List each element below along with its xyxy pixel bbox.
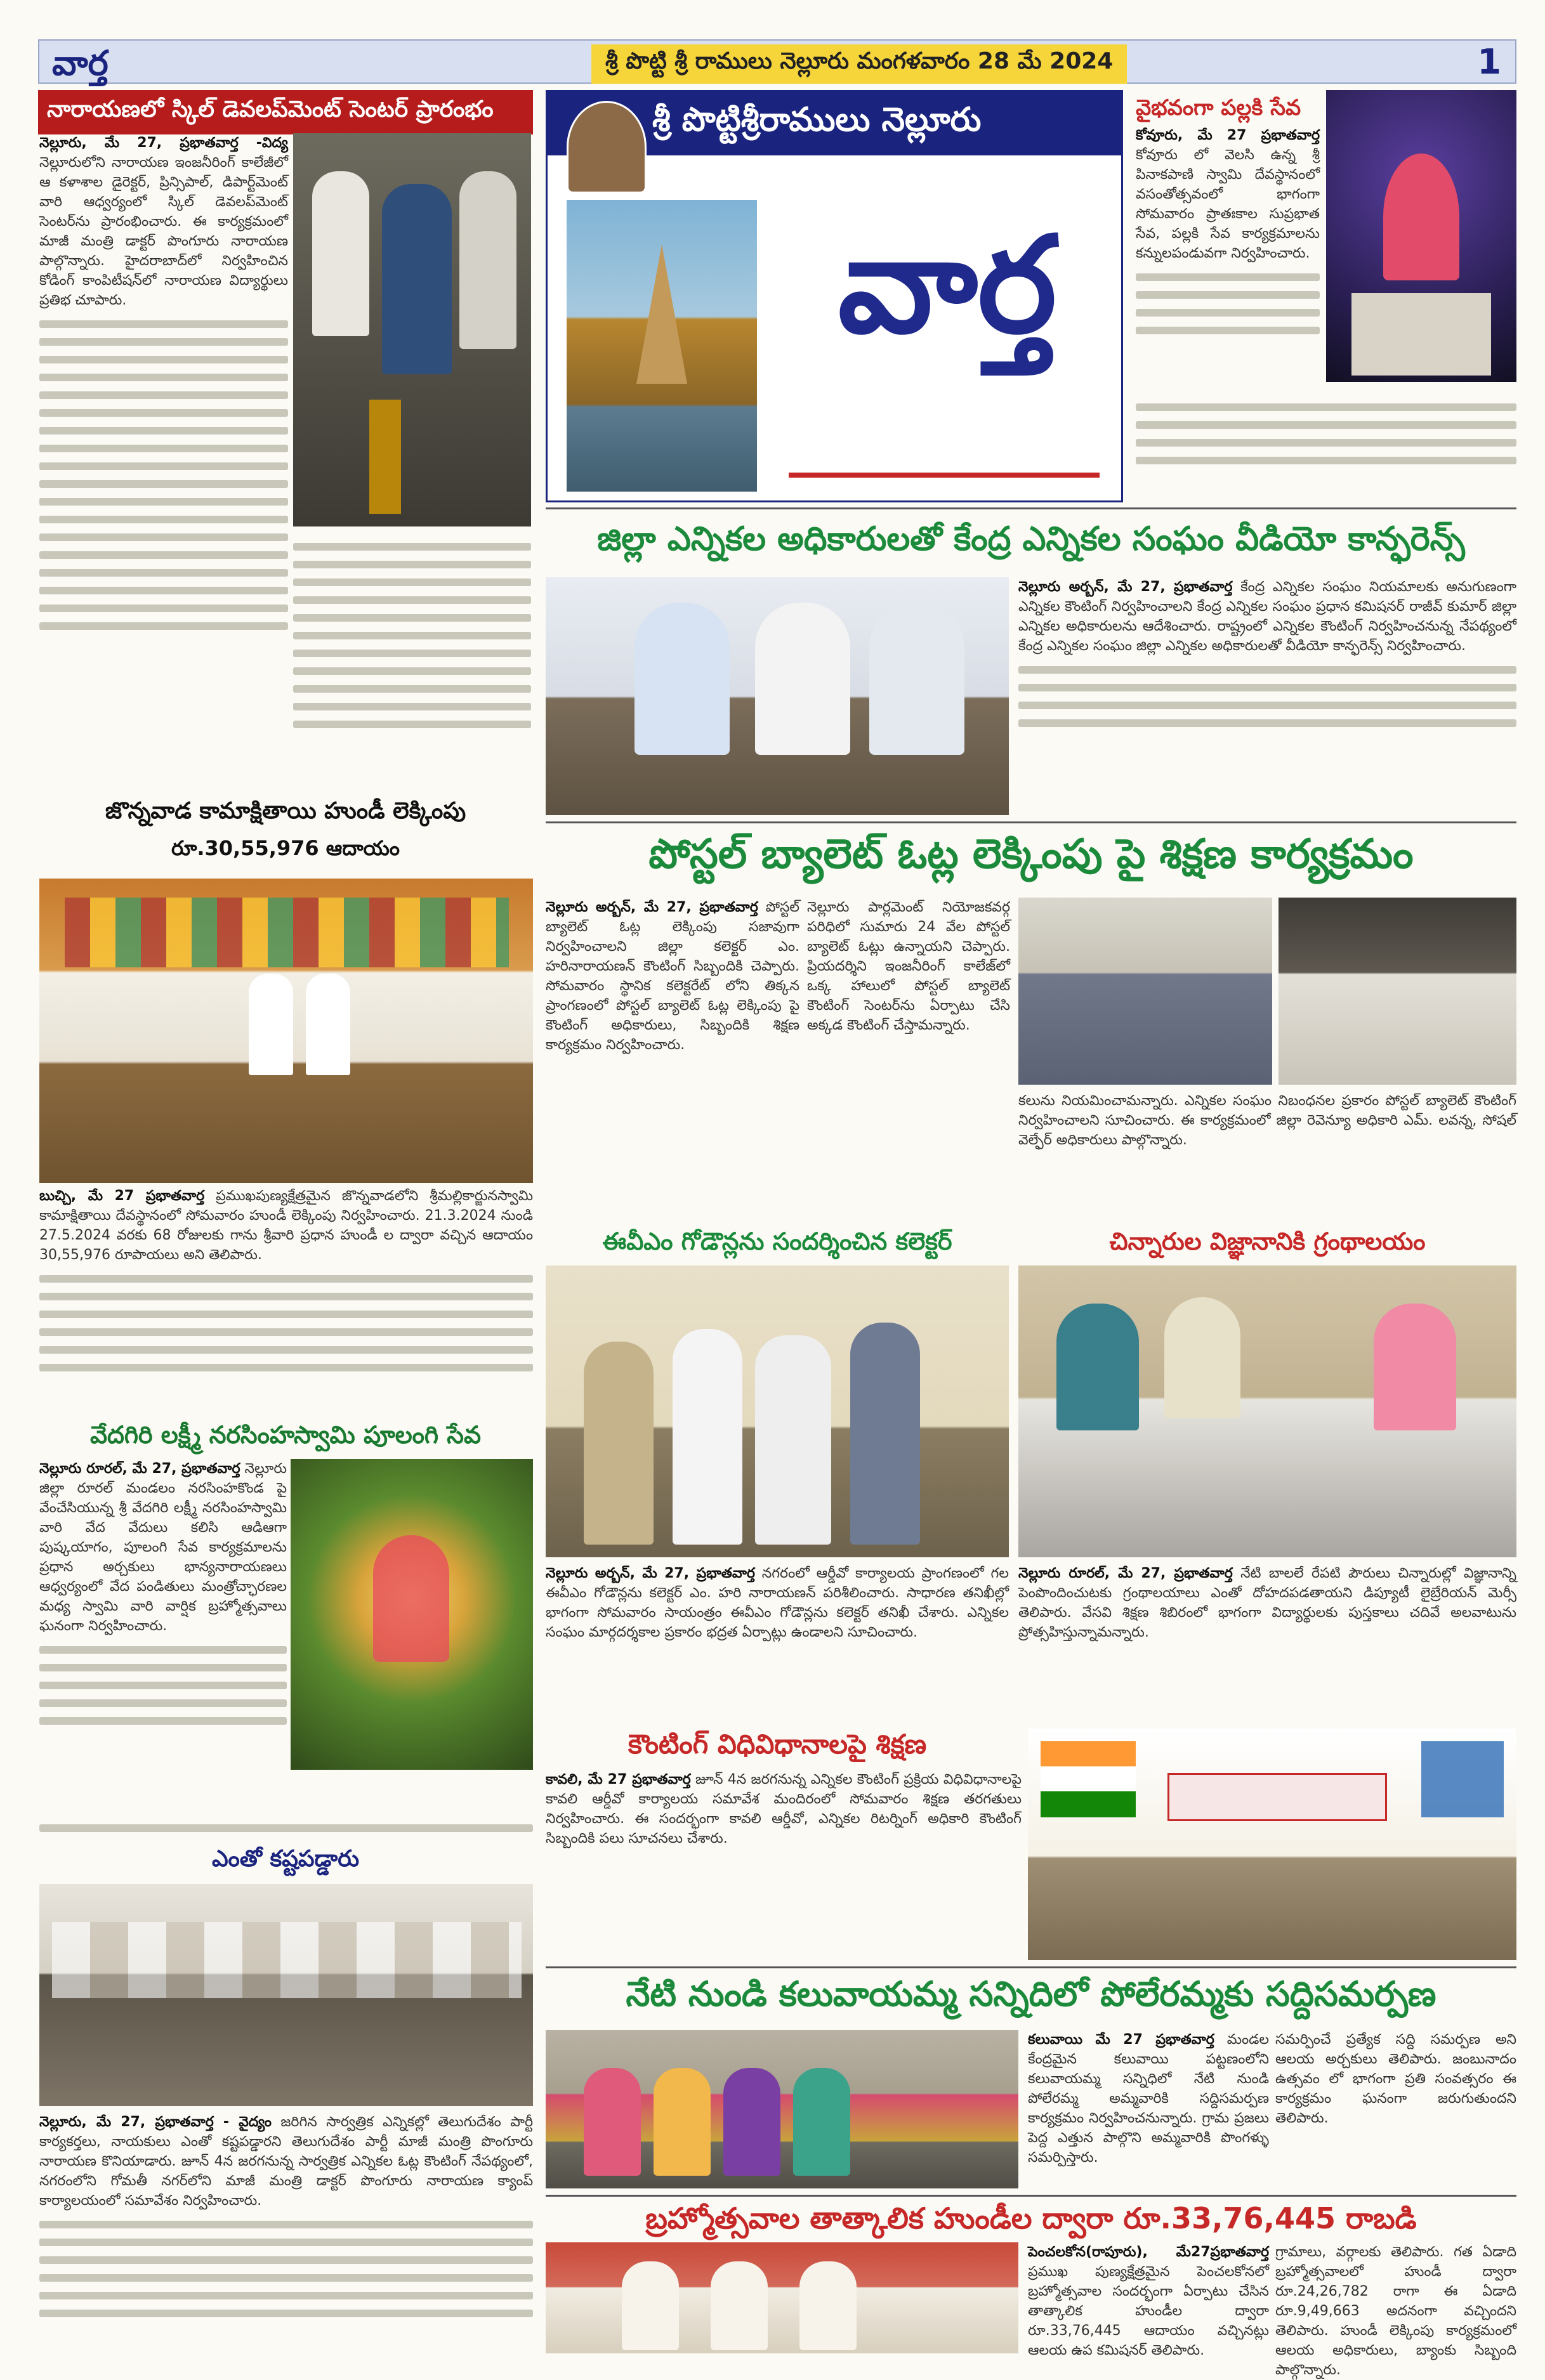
hundi-headline: జొన్నవాడ కామాక్షితాయి హుండీ లెక్కింపు xyxy=(38,798,533,830)
pallaki-body xyxy=(1136,126,1320,392)
postal-body-3: కలును నియమించామన్నారు. ఎన్నికల సంఘం నిబంధనల ప్రకారం పోస్టల్ బ్యాలెట్ కౌంటింగ్ నిర్వహించాలని సూచించారు. ఈ కార్యక్రమంలో జిల్లా రెవెన్యూ అధికారి ఎమ్. లవన్న, సోషల్ వెల్ఫేర్ అధికారులు పాల్గొన్నారు. xyxy=(1018,1093,1516,1148)
poleramma-body-1 xyxy=(1028,2030,1269,2188)
skill-text: నెల్లూరులోని నారాయణ ఇంజనీరింగ్ కాలేజీలో ఆ కళాశాల డైరెక్టర్, ప్రిన్సిపాల్, డిపార్ట్‌మెంట్ వారి ఆధ్వర్యంలో స్కిల్ డెవలప్‌మెంట్ సెంటర్‌ను ప్రారంభించారు. ఈ కార్యక్రమంలో మాజీ మంత్రి డాక్టర్ పొంగూరు నారాయణ పాల్గొన్నారు. హైదరాబాద్‌లో నిర్వహించిన కోడింగ్ కాంపిటీషన్‌లో నారాయణ విద్యార్థులు ప్రతిభ చూపారు. xyxy=(39,155,288,308)
poleramma-dateline: కలువాయి మే 27 ప్రభాతవార్త xyxy=(1028,2032,1214,2048)
skill-body xyxy=(39,133,288,793)
postal-body-1 xyxy=(546,898,799,1221)
skill-dateline: నెల్లూరు, మే 27, ప్రభాతవార్త -విద్య xyxy=(39,135,288,151)
kashtapaddaru-dateline: నెల్లూరు, మే 27, ప్రభాతవార్త - వైద్యం xyxy=(39,2114,272,2130)
video-text: కేంద్ర ఎన్నికల సంఘం నియమాలకు అనుగుణంగా ఎన్నికల కౌంటింగ్ నిర్వహించాలని కేంద్ర ఎన్నికల సంఘం ప్రధాన కమిషనర్ రాజీవ్ కుమార్ జిల్లా ఎన్నికల అధికారులను ఆదేశించారు. రాష్ట్రంలో ఎన్నికల కౌంటింగ్ నిర్వహించనున్న నేపథ్యంలో కేంద్ర ఎన్నికల సంఘం జిల్లా ఎన్నికల అధికారులతో వీడియో కాన్ఫరెన్స్ నిర్వహించారు. xyxy=(1018,579,1517,654)
banner-collage xyxy=(567,200,757,492)
postal-headline: పోస్టల్ బ్యాలెట్ ఓట్ల లెక్కింపు పై శిక్షణ కార్యక్రమం xyxy=(648,831,1414,878)
evm-dateline: నెల్లూరు అర్బన్, మే 27, ప్రభాతవార్త xyxy=(546,1566,755,1581)
video-photo xyxy=(546,577,1009,815)
counting-body xyxy=(546,1770,1022,1960)
pallaki-photo xyxy=(1326,90,1516,382)
counting-text: జూన్ 4న జరగనున్న ఎన్నికల కౌంటింగ్ ప్రక్రియ విధివిధానాలపై కావలి ఆర్డీవో కార్యాలయ సమావేశ మందిరంలో సోమవారం శిక్షణ తరగతులు నిర్వహించారు. ఈ సందర్భంగా కావలి ఆర్డీవో, ఎన్నికల రిటర్నింగ్ అధికారి కౌంటింగ్ సిబ్బందికి పలు సూచనలు చేశారు. xyxy=(546,1772,1022,1847)
postal-dateline: నెల్లూరు అర్బన్, మే 27, ప్రభాతవార్త xyxy=(546,899,758,915)
vedagiri-text: నెల్లూరు జిల్లా రూరల్ మండలం నరసింహకొండ పై వేంచేసియున్న శ్రీ వేదగిరి లక్ష్మీ నరసింహస్వామి వారి వేద వేదులు కలిసి ఆడిఆగా పుష్కయాగం, పూలంగి సేవ కార్యక్రమాలను ప్రధాన అర్చకులు భాన్యనారాయణలు ఆధ్వర్యంలో వేద పండితులు మంత్రోచ్ఛారణల మధ్య స్వామి వారి వార్షిక బ్రహ్మోత్సవాలు ఘనంగా నిర్వహించారు. xyxy=(39,1461,287,1634)
date-line: శ్రీ పొట్టి శ్రీ రాములు నెల్లూరు మంగళవారం 28 మే 2024 xyxy=(591,44,1127,84)
kashtapaddaru-body xyxy=(39,2112,533,2347)
evm-photo xyxy=(546,1265,1009,1557)
banner xyxy=(546,90,1123,502)
brahmotsavam-photo xyxy=(546,2242,1018,2353)
postal-photo-2 xyxy=(1279,898,1516,1085)
banner-logo: వార్త xyxy=(838,207,1057,363)
masthead-small: వార్త xyxy=(52,43,108,83)
postal-text-1: పోస్టల్ బ్యాలెట్ ఓట్ల లెక్కింపు సజావుగా నిర్వహించాలని జిల్లా కలెక్టర్ ఎం. హరినారాయణన్ కౌంటింగ్ సిబ్బందికి చెప్పారు. సోమవారం స్థానిక కలెక్టరేట్ లోని తిక్కన ప్రాంగణంలో పోస్టల్ బ్యాలెట్ ఓట్ల లెక్కింపు పై కౌంటింగ్ అధికారులు, సిబ్బందికి శిక్షణ కార్యక్రమం నిర్వహించారు. xyxy=(546,899,799,1053)
poleramma-body-2: సమర్పించే ప్రత్యేక సద్ది సమర్పణ అని ఆలయ అర్చకులు తెలిపారు. జంబునాదం ఉత్సవం లో భాగంగా ప్రతి సంవత్సరం ఈ కార్యక్రమం ఘనంగా జరుగుతుందని తెలిపారు. xyxy=(1275,2032,1516,2126)
vedagiri-headline: వేదగిరి లక్ష్మీ నరసింహస్వామి పూలంగి సేవ xyxy=(89,1421,481,1449)
brahmotsavam-dateline: పెంచలకోన(రాపూరు), మే27ప్రభాతవార్త xyxy=(1028,2244,1269,2260)
poleramma-photo xyxy=(546,2030,1018,2188)
pallaki-headline: వైభవంగా పల్లకి సేవ xyxy=(1136,95,1301,121)
counting-photo xyxy=(1028,1729,1516,1960)
skill-body-2 xyxy=(293,533,531,793)
vedagiri-photo xyxy=(291,1459,533,1770)
vedagiri-dateline: నెల్లూరు రూరల్, మే 27, ప్రభాతవార్త xyxy=(39,1461,240,1477)
library-text: నేటి బాలలే రేపటి పౌరులు చిన్నారుల్లో విజ్ఞానాన్ని పెంపొందించుటకు గ్రంథాలయాలు ఎంతో దోహదపడతాయని డిప్యూటీ లైబ్రేరియన్ మెర్సీ తెలిపారు. వేసవి శిక్షణ శిబిరంలో భాగంగా విద్యార్థులకు పుస్తకాలు చదివే అలవాటును ప్రోత్సహిస్తున్నామన్నారు. xyxy=(1018,1566,1516,1640)
poleramma-text-1: మండల కేంద్రమైన కలువాయి పట్టణంలోని కలువాయమ్మ సన్నిధిలో నేటి నుండి పోలేరమ్మ అమ్మవారికి సద్దిసమర్పణ కార్యక్రమం నిర్వహించనున్నారు. గ్రామ ప్రజలు పెద్ద ఎత్తున పాల్గొని అమ్మవారికి పొంగళ్ళు సమర్పిస్తారు. xyxy=(1028,2032,1269,2166)
hundi-text: ప్రముఖపుణ్యక్షేత్రమైన జొన్నవాడలోని శ్రీమల్లికార్జునస్వామి కామాక్షితాయి దేవస్థానంలో సోమవారం హుండీ లెక్కింపు నిర్వహించారు. 21.3.2024 నుండి 27.5.2024 వరకు 68 రోజులకు గాను శ్రీవారి ప్రధాన హుండీ ల ద్వారా వచ్చిన ఆదాయం 30,55,976 రూపాయలు అని తెలిపారు. xyxy=(39,1188,533,1263)
skill-photo xyxy=(293,133,531,526)
hundi-amount: రూ.30,55,976 ఆదాయం xyxy=(171,836,400,860)
postal-body-2: నెల్లూరు పార్లమెంట్ నియోజకవర్గ పరిధిలో సుమారు 24 వేల పోస్టల్ బ్యాలెట్ ఓట్లు ఉన్నాయని చెప్పారు. ప్రియదర్శిని ఇంజనీరింగ్ కాలేజ్‌లో ఒక్క హాలులో పోస్టల్ బ్యాలెట్ కౌంటింగ్ సెంటర్‌ను ఏర్పాటు చేసి అక్కడ కౌంటింగ్ చేస్తామన్నారు. xyxy=(807,899,1010,1033)
library-photo xyxy=(1018,1265,1516,1557)
brahmotsavam-headline: బ్రహ్మోత్సవాల తాత్కాలిక హుండీల ద్వారా రూ.33,76,445 రాబడి xyxy=(645,2201,1417,2235)
video-dateline: నెల్లూరు అర్బన్, మే 27, ప్రభాతవార్త xyxy=(1018,579,1233,595)
kashtapaddaru-text: జరిగిన సార్వత్రిక ఎన్నికల్లో తెలుగుదేశం పార్టీ కార్యకర్తలు, నాయకులు ఎంతో కష్టపడ్డారని తెలుగుదేశం పార్టీ మాజీ మంత్రి పొంగూరు నారాయణ కొనియాడారు. జూన్ 4న జరగనున్న సార్వత్రిక ఎన్నికల ఓట్ల కౌంటింగ్ నేపథ్యంలో, నగరంలోని గోమతీ నగర్‌లోని మాజీ మంత్రి డాక్టర్ పొంగూరు నారాయణ క్యాంప్ కార్యాలయంలో సమావేశం నిర్వహించారు. xyxy=(39,2114,533,2209)
page-number: 1 xyxy=(1477,42,1501,82)
counting-dateline: కావలి, మే 27 ప్రభాతవార్త xyxy=(546,1772,691,1788)
page-header xyxy=(38,39,1516,84)
brahmotsavam-body-1 xyxy=(1028,2242,1269,2358)
counting-headline: కౌంటింగ్ విధివిధానాలపై శిక్షణ xyxy=(628,1729,927,1760)
kashtapaddaru-photo xyxy=(39,1884,533,2106)
library-headline: చిన్నారుల విజ్ఞానానికి గ్రంథాలయం xyxy=(1109,1227,1426,1255)
banner-region: శ్రీ పొట్టిశ్రీరాములు నెల్లూరు xyxy=(652,101,982,139)
video-headline: జిల్లా ఎన్నికల అధికారులతో కేంద్ర ఎన్నికల సంఘం వీడియో కాన్ఫరెన్స్ xyxy=(597,520,1465,558)
library-body xyxy=(1018,1564,1516,1722)
kashtapaddaru-headline: ఎంతో కష్టపడ్డారు xyxy=(211,1846,360,1872)
evm-body xyxy=(546,1564,1009,1722)
hundi-body xyxy=(39,1186,533,1415)
vedagiri-body xyxy=(39,1459,287,1814)
library-dateline: నెల్లూరు రూరల్, మే 27, ప్రభాతవార్త xyxy=(1018,1566,1233,1581)
evm-text: నగరంలో ఆర్డీవో కార్యాలయ ప్రాంగణంలో గల ఈవీఎం గోడౌన్లను కలెక్టర్ ఎం. హరి నారాయణన్ పరిశీలించారు. సాధారణ తనిఖీల్లో భాగంగా సోమవారం సాయంత్రం ఈవీఎం గోడౌన్లను కలెక్టర్ తనిఖీ చేశారు. ఎన్నికల సంఘం మార్గదర్శకాల ప్రకారం భద్రత ఏర్పాట్లు ఉండాలని సూచించారు. xyxy=(546,1566,1009,1640)
brahmotsavam-text-1: ప్రముఖ పుణ్యక్షేత్రమైన పెంచలకోనలో బ్రహ్మోత్సవాల సందర్భంగా ఏర్పాటు చేసిన తాత్కాలిక హుండీల ద్వారా రూ.33,76,445 ఆదాయం వచ్చినట్లు ఆలయ ఉప కమిషనర్ తెలిపారు. xyxy=(1028,2264,1269,2358)
postal-photo-1 xyxy=(1018,898,1272,1085)
hundi-photo xyxy=(39,879,533,1183)
skill-headline: నారాయణలో స్కిల్ డెవలప్‌మెంట్ సెంటర్ ప్రారంభం xyxy=(38,90,533,134)
brahmotsavam-body-2: గ్రామాలు, వర్గాలకు తెలిపారు. గత ఏడాది బ్రహ్మోత్సవాలలో హుండీ ద్వారా రూ.24,26,782 రాగా ఈ ఏడాది రూ.9,49,663 అదనంగా వచ్చిందని తెలిపారు. హుండీ లెక్కింపు కార్యక్రమంలో ఆలయ అధికారులు, బ్యాంకు సిబ్బంది పాల్గొన్నారు. xyxy=(1275,2244,1516,2378)
pallaki-body-2 xyxy=(1136,393,1516,501)
video-body xyxy=(1018,577,1516,815)
vedagiri-body-2 xyxy=(39,1814,533,1840)
founder-portrait xyxy=(567,101,647,193)
pallaki-dateline: కోవూరు, మే 27 ప్రభాతవార్త xyxy=(1136,128,1320,143)
evm-headline: ఈవీఎం గోడౌన్లను సందర్శించిన కలెక్టర్ xyxy=(602,1227,952,1255)
pallaki-text: కోవూరు లో వెలసి ఉన్న శ్రీ పినాకపాణి స్వామి దేవస్థానంలో వసంతోత్సవంలో భాగంగా సోమవారం ప్రాతఃకాల సుప్రభాత సేవ, పల్లకి సేవ కార్యక్రమాలను కన్నులపండువగా నిర్వహించారు. xyxy=(1136,147,1320,261)
poleramma-headline: నేటి నుండి కలువాయమ్మ సన్నిదిలో పోలేరమ్మకు సద్దిసమర్పణ xyxy=(626,1974,1437,2014)
hundi-dateline: బుచ్చి, మే 27 ప్రభాతవార్త xyxy=(39,1188,205,1204)
